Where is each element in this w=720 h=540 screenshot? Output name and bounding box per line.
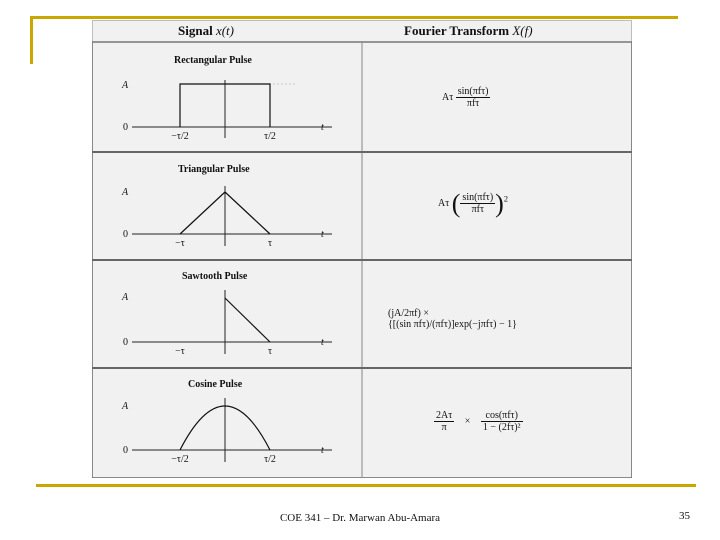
cosine-pulse-transform: $\frac{2A\tau}{\pi}$ × $\frac{\text{cos(πfτ)}}{\text{1 − (2fτ)²}}$ bbox=[436, 410, 521, 433]
rectangular-pulse-transform: Aτ $\frac{\text{sin(πfτ)}}{\text{πfτ}}$ bbox=[442, 86, 489, 109]
tick-right-label: τ bbox=[267, 238, 273, 249]
triangular-pulse-transform: Aτ ( $\frac{\text{sin(πfτ)}}{\text{πfτ}}$ )$^2$ bbox=[438, 189, 508, 218]
triangular-pulse-title: Triangular Pulse bbox=[178, 164, 250, 175]
cosine-fraction: $\frac{\text{cos(πfτ)}}{\text{1 − (2fτ)²}}$ bbox=[482, 410, 521, 433]
fourier-transform-table bbox=[92, 20, 632, 478]
origin-label: 0 bbox=[123, 445, 128, 456]
sinc-fraction: $\frac{\text{sin(πfτ)}}{\text{πfτ}}$ bbox=[462, 192, 494, 215]
time-label: t bbox=[321, 122, 324, 133]
origin-label: 0 bbox=[123, 122, 128, 133]
time-label: t bbox=[321, 229, 324, 240]
accent-bar-vertical bbox=[30, 16, 33, 64]
tick-right-label: τ/2 bbox=[264, 454, 276, 465]
sawtooth-pulse-curve bbox=[225, 298, 270, 342]
accent-line-bottom bbox=[36, 484, 696, 487]
cosine-pulse-title: Cosine Pulse bbox=[188, 379, 243, 390]
amplitude-label: A bbox=[122, 401, 129, 412]
header-signal: Signal x(t) bbox=[178, 23, 234, 38]
tick-left-label: −τ bbox=[175, 238, 185, 249]
rectangular-pulse-plot bbox=[121, 55, 332, 142]
sawtooth-pulse-transform: (jA/2πf) × {[(sin πfτ)/(πfτ)]exp(−jπfτ) − 1} bbox=[388, 308, 517, 330]
rectangular-pulse-title: Rectangular Pulse bbox=[174, 55, 252, 66]
accent-line-top bbox=[30, 16, 678, 19]
origin-label: 0 bbox=[123, 229, 128, 240]
tick-right-label: τ/2 bbox=[264, 131, 276, 142]
header-fourier-transform: Fourier Transform X(f) bbox=[404, 23, 533, 38]
sawtooth-pulse-plot bbox=[121, 271, 332, 357]
sinc-fraction: $\frac{\text{sin(πfτ)}}{\text{πfτ}}$ bbox=[457, 86, 489, 109]
amplitude-label: A bbox=[122, 80, 129, 91]
slide-footer: COE 341 – Dr. Marwan Abu-Amara bbox=[279, 512, 441, 524]
sawtooth-pulse-title: Sawtooth Pulse bbox=[182, 271, 248, 282]
time-label: t bbox=[321, 445, 324, 456]
tick-left-label: −τ/2 bbox=[171, 131, 189, 142]
table-grid bbox=[92, 20, 632, 478]
origin-label: 0 bbox=[123, 337, 128, 348]
triangular-pulse-plot bbox=[121, 164, 332, 249]
cosine-pulse-plot bbox=[121, 379, 332, 465]
amplitude-label: A bbox=[122, 292, 129, 303]
tick-left-label: −τ bbox=[175, 346, 185, 357]
coefficient-fraction: $\frac{2A\tau}{\pi}$ bbox=[436, 410, 453, 433]
tick-left-label: −τ/2 bbox=[171, 454, 189, 465]
tick-right-label: τ bbox=[267, 346, 273, 357]
page-number: 35 bbox=[679, 510, 690, 522]
time-label: t bbox=[321, 337, 324, 348]
amplitude-label: A bbox=[122, 187, 129, 198]
